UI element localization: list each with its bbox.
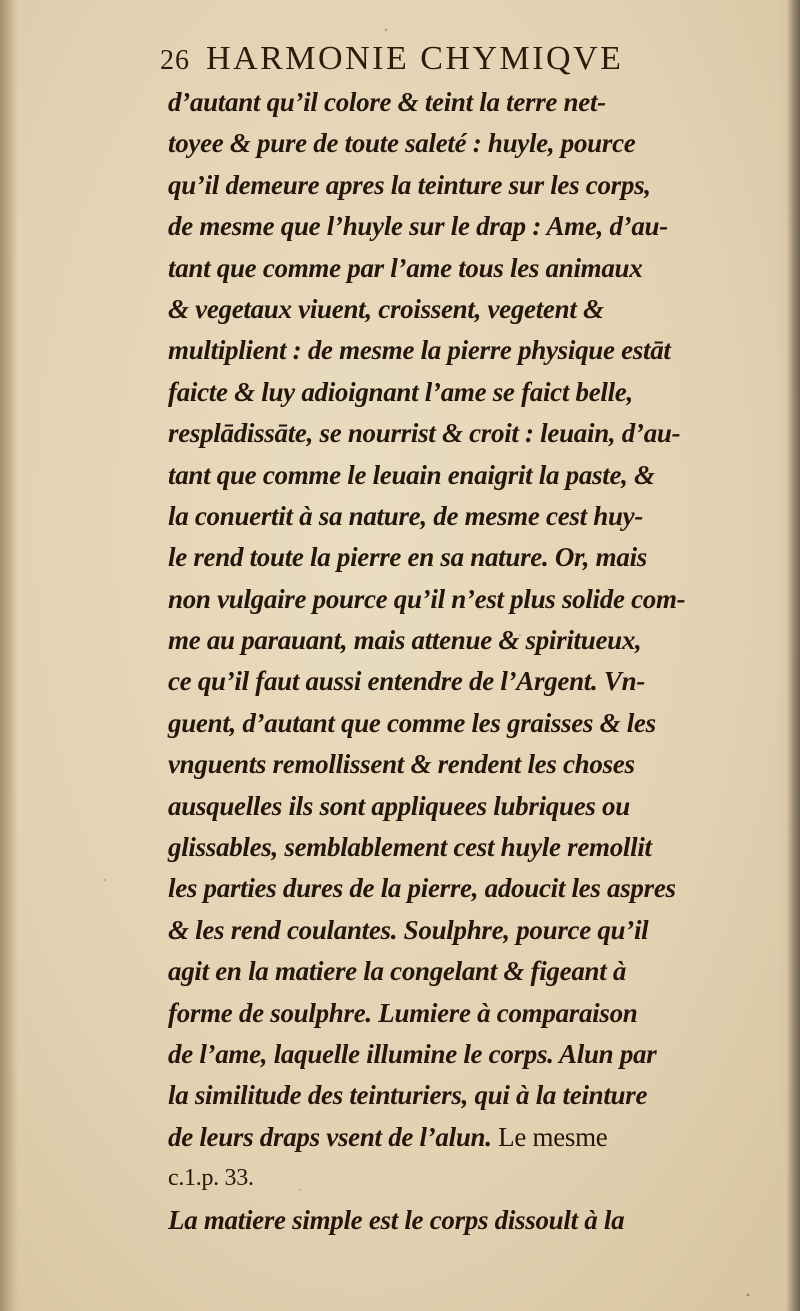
text-line: la conuertit à sa nature, de mesme cest huy- [168,500,644,531]
page-header [160,40,720,80]
text-line: le rend toute la pierre en sa nature. Or, mais [168,542,647,573]
text-line: ausquelles ils sont appliquees lubriques ou [168,790,630,821]
text-line: forme de soulphre. Lumiere à comparaison [168,997,638,1028]
text-line [168,1117,780,1158]
text-line: de mesme que l’huyle sur le drap : Ame, d’au- [168,211,668,242]
text-line: & les rend coulantes. Soulphre, pource qu’il [168,914,649,945]
page-number: 26 [160,45,190,76]
text-line: tant que comme le leuain enaigrit la paste, & [168,459,655,490]
text-line: de l’ame, laquelle illumine le corps. Alun par [168,1038,657,1069]
gutter-shadow [0,0,18,1311]
body-text [168,82,780,1241]
text-line: multiplient : de mesme la pierre physique estāt [168,335,671,366]
text-line: guent, d’autant que comme les graisses & les [168,707,656,738]
book-edge-shadow [786,0,800,1311]
text-line: & vegetaux viuent, croissent, vegetent & [168,293,604,324]
text-line: me au parauant, mais attenue & spiritueux, [168,625,642,656]
text-line: agit en la matiere la congelant & figeant à [168,956,627,987]
text-line: vnguents remollissent & rendent les choses [168,749,635,780]
text-line: La matiere simple est le corps dissoult à la [168,1204,625,1235]
text-line: toyee & pure de toute saleté : huyle, pource [168,128,636,159]
text-line: glissables, semblablement cest huyle remollit [168,832,652,863]
running-title: HARMONIE CHYMIQVE [206,40,624,77]
text-line: la similitude des teinturiers, qui à la teinture [168,1080,648,1111]
text-line: ce qu’il faut aussi entendre de l’Argent. Vn- [168,666,646,697]
text-line: faicte & luy adioignant l’ame se faict belle, [168,376,633,407]
text-line: d’autant qu’il colore & teint la terre net- [168,87,606,117]
text-line: tant que comme par l’ame tous les animaux [168,252,643,283]
text-line: resplādissāte, se nourrist & croit : leuain, d’au- [168,418,681,449]
marginal-reference: c.1.p. 33. [168,1165,254,1192]
text-line: les parties dures de la pierre, adoucit les aspres [168,873,676,904]
text-line: qu’il demeure apres la teinture sur les corps, [168,169,651,200]
text-line-italic: de leurs draps vsent de l’alun. [168,1121,492,1152]
text-line-roman-tail: Le mesme [498,1121,608,1152]
text-line: non vulgaire pource qu’il n’est plus solide com- [168,583,686,614]
